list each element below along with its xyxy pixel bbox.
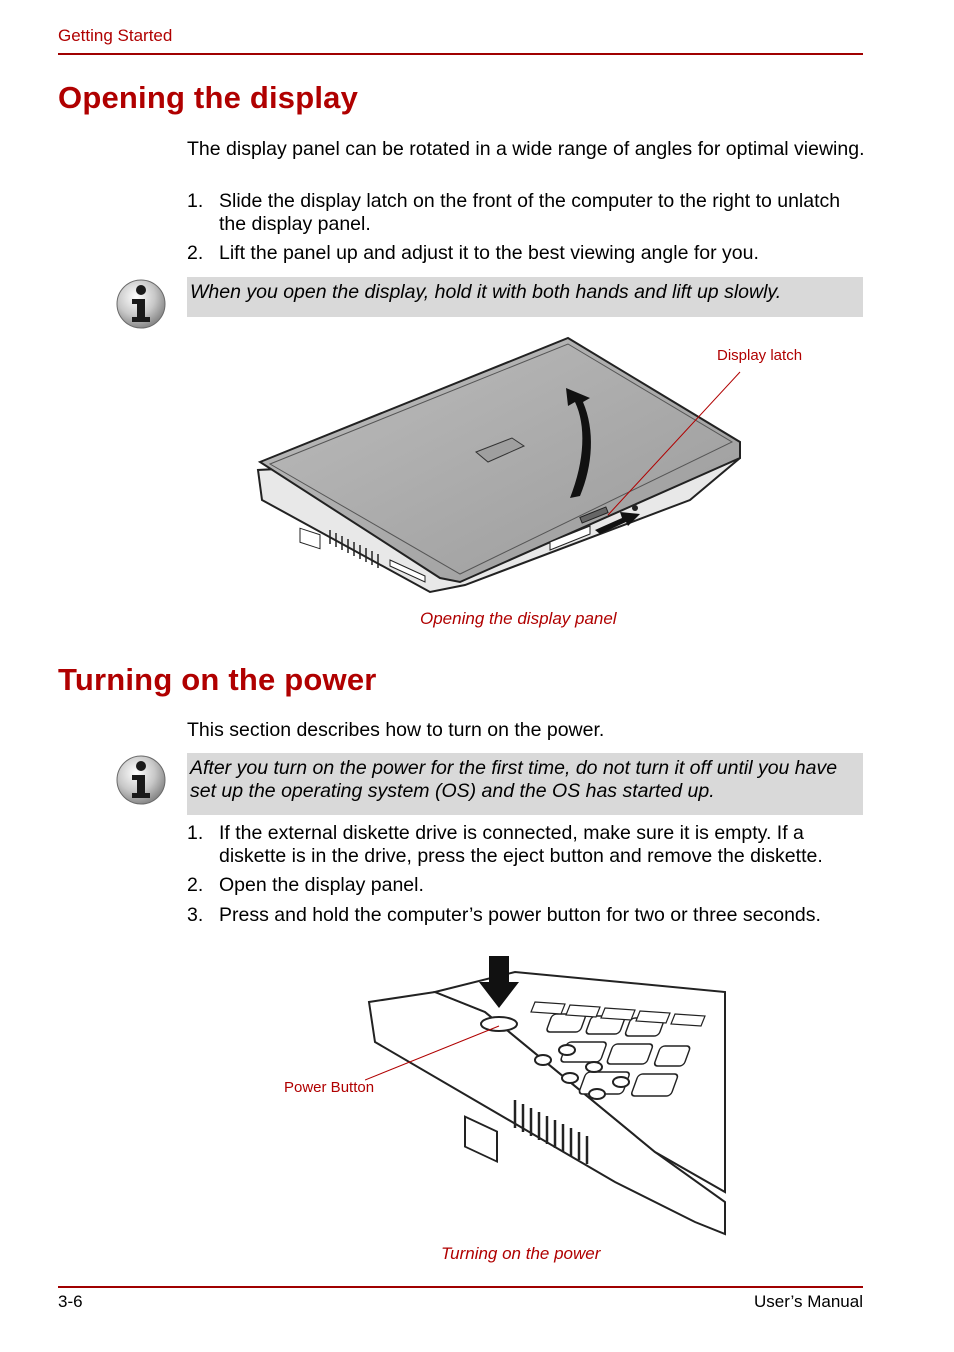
list-text: Lift the panel up and adjust it to the best viewing angle for you. — [219, 242, 759, 264]
list-text: Press and hold the computer’s power button for two or three seconds. — [219, 904, 821, 926]
footer-rule — [58, 1286, 863, 1288]
footer-title: User’s Manual — [754, 1292, 863, 1311]
figure-caption: Turning on the power — [441, 1244, 601, 1263]
list-number: 2. — [187, 242, 204, 264]
note-text: When you open the display, hold it with both hands and lift up slowly. — [190, 281, 782, 303]
list-text: Slide the display latch on the front of the computer to the right to unlatch the display panel. — [219, 190, 841, 235]
section-title-turning-on-power: Turning on the power — [58, 662, 377, 697]
note-box — [187, 277, 863, 317]
list-text: If the external diskette drive is connected, make sure it is empty. If a diskette is in the drive, press the eject button and remove the diskette. — [219, 822, 823, 867]
list-number: 1. — [187, 822, 204, 844]
info-icon — [115, 753, 167, 807]
list-number: 1. — [187, 190, 204, 212]
note-box — [187, 753, 863, 815]
section1-intro: The display panel can be rotated in a wide range of angles for optimal viewing. — [187, 138, 865, 160]
figure-caption: Opening the display panel — [420, 609, 617, 628]
power-button-illustration — [365, 952, 727, 1244]
callout-power-button: Power Button — [284, 1079, 375, 1096]
header-rule — [58, 53, 863, 55]
callout-display-latch: Display latch — [717, 347, 803, 364]
list-text: Open the display panel. — [219, 874, 424, 896]
section2-intro: This section describes how to turn on the power. — [187, 719, 605, 741]
info-icon — [115, 277, 167, 331]
section-title-opening-display: Opening the display — [58, 80, 359, 115]
running-header: Getting Started — [58, 26, 173, 45]
laptop-open-illustration — [250, 330, 750, 600]
list-number: 2. — [187, 874, 204, 896]
page-number: 3-6 — [58, 1292, 83, 1311]
note-text: After you turn on the power for the first time, do not turn it off until you have set up the operating system (OS) and the OS has started up. — [190, 757, 838, 802]
list-number: 3. — [187, 904, 204, 926]
